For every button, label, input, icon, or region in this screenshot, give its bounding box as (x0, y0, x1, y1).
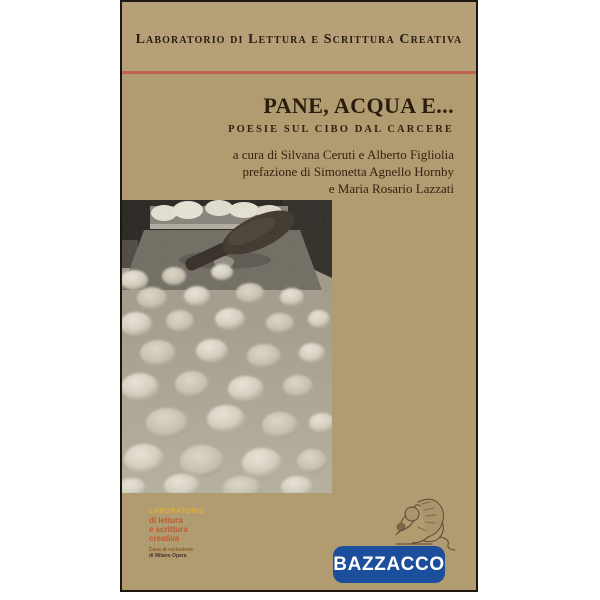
credit-line-preface: prefazione di Simonetta Agnello Hornby (242, 164, 454, 180)
lab-logo-line-1: LABORATORIO (149, 508, 205, 515)
lab-logo-line-2: di lettura (149, 516, 183, 526)
series-title: Laboratorio di Lettura e Scrittura Creativa (135, 32, 463, 47)
title-block (122, 94, 454, 198)
bazzacco-banner (333, 546, 445, 583)
book-subtitle: POESIE SUL CIBO DAL CARCERE (228, 124, 454, 136)
lab-logo-line-3: e scrittura (149, 525, 188, 535)
lab-logo-small-line-1: Casa di reclusione (149, 546, 194, 553)
lab-logo (149, 508, 205, 560)
book-title: PANE, ACQUA E... (263, 93, 454, 118)
red-divider-line (122, 71, 476, 74)
publisher-monkey-etching-icon (388, 492, 456, 554)
credit-line-preface-2: e Maria Rosario Lazzati (328, 180, 454, 196)
book-cover (120, 0, 478, 592)
lab-logo-line-4: creativa (149, 534, 180, 544)
lab-logo-small-line-2: di Milano Opera (149, 553, 187, 560)
credit-line-editors: a cura di Silvana Ceruti e Alberto Figliolia (232, 147, 454, 163)
bazzacco-banner-label: BAZZACCO (333, 553, 445, 575)
credits-block (122, 147, 454, 198)
bread-photo-illustration (122, 200, 332, 493)
bread-photo (122, 200, 332, 493)
